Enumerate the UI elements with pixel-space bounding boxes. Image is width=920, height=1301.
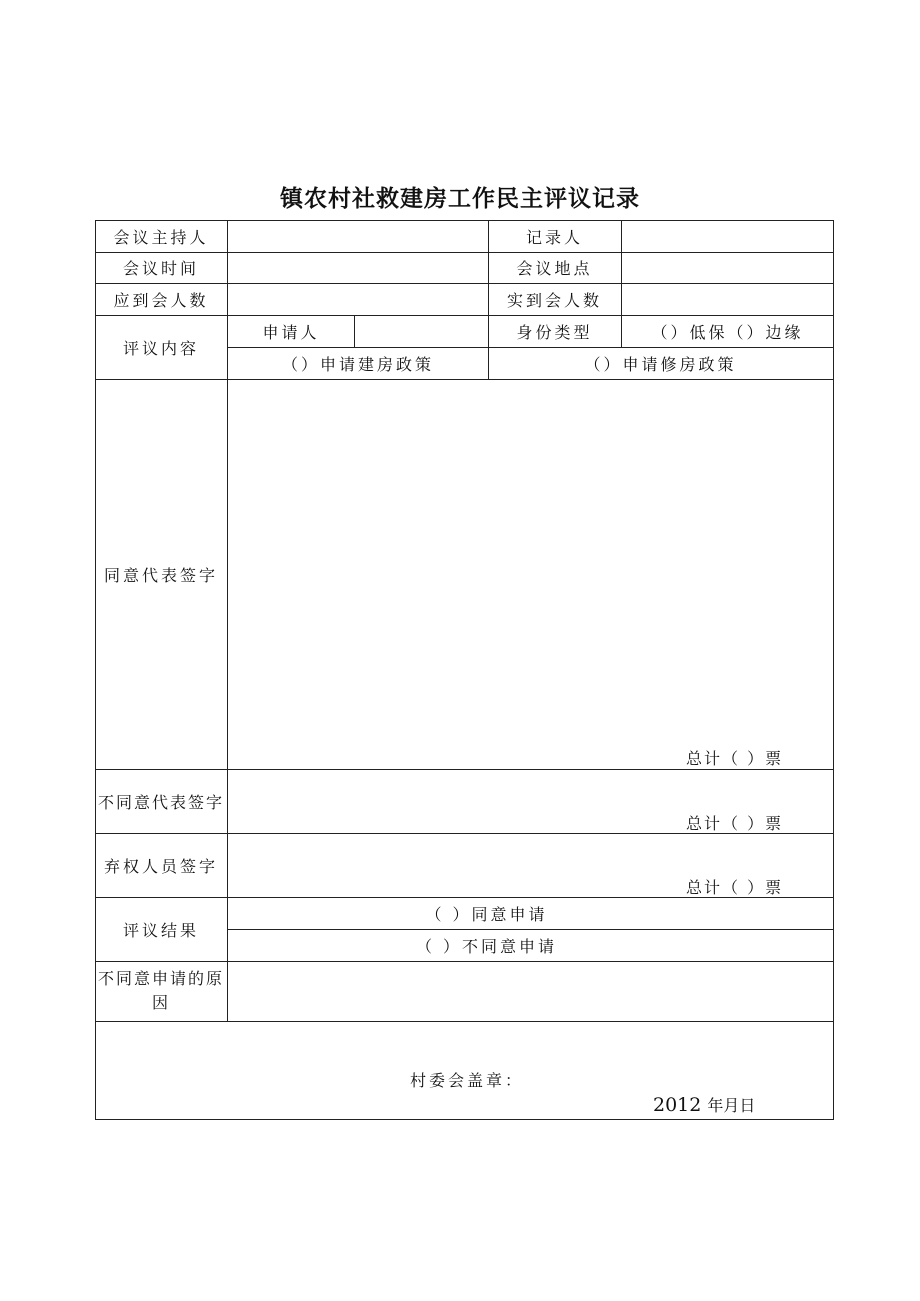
agree-signature-label: 同意代表签字 — [103, 565, 218, 585]
host-label: 会议主持人 — [113, 227, 209, 247]
recorder-label: 记录人 — [525, 227, 583, 247]
meeting-time-field[interactable] — [228, 252, 488, 283]
applicant-field[interactable] — [355, 315, 488, 347]
disagree-reason-field[interactable] — [228, 962, 833, 1021]
page-title: 镇农村社救建房工作民主评议记录 — [280, 186, 640, 212]
identity-type-label: 身份类型 — [516, 322, 593, 342]
meeting-time-label: 会议时间 — [122, 259, 199, 278]
disagree-vote-total: 总计（ ）票 — [686, 814, 784, 833]
date-year: 2012 — [653, 1094, 702, 1116]
date-line — [653, 1093, 755, 1116]
expected-attendance-label: 应到会人数 — [113, 290, 209, 310]
meeting-place-label: 会议地点 — [516, 259, 593, 278]
identity-type-options[interactable]: （）低保（）边缘 — [651, 322, 804, 342]
abstain-signature-label: 弃权人员签字 — [103, 856, 218, 876]
disagree-application-option[interactable]: （ ）不同意申请 — [415, 936, 558, 956]
agree-vote-total: 总计（ ）票 — [686, 749, 784, 768]
agree-signature-area[interactable] — [228, 380, 833, 769]
meeting-place-field[interactable] — [622, 252, 833, 283]
date-rest: 年月日 — [707, 1096, 756, 1115]
repair-policy-option[interactable]: （）申请修房政策 — [584, 354, 737, 374]
actual-attendance-label: 实到会人数 — [506, 290, 602, 310]
review-result-label: 评议结果 — [122, 920, 199, 940]
agree-application-option[interactable]: （ ）同意申请 — [425, 904, 548, 924]
applicant-label: 申请人 — [262, 322, 320, 342]
host-field[interactable] — [228, 220, 488, 252]
review-content-label: 评议内容 — [122, 338, 199, 358]
abstain-vote-total: 总计（ ）票 — [686, 878, 784, 897]
disagree-reason-label: 不同意申请的原因 — [97, 969, 224, 1012]
disagree-signature-label: 不同意代表签字 — [97, 792, 224, 812]
actual-attendance-field[interactable] — [622, 283, 833, 315]
recorder-field[interactable] — [622, 220, 833, 252]
expected-attendance-field[interactable] — [228, 283, 488, 315]
build-policy-option[interactable]: （）申请建房政策 — [281, 354, 434, 374]
village-committee-stamp-label: 村委会盖章： — [410, 1071, 525, 1090]
